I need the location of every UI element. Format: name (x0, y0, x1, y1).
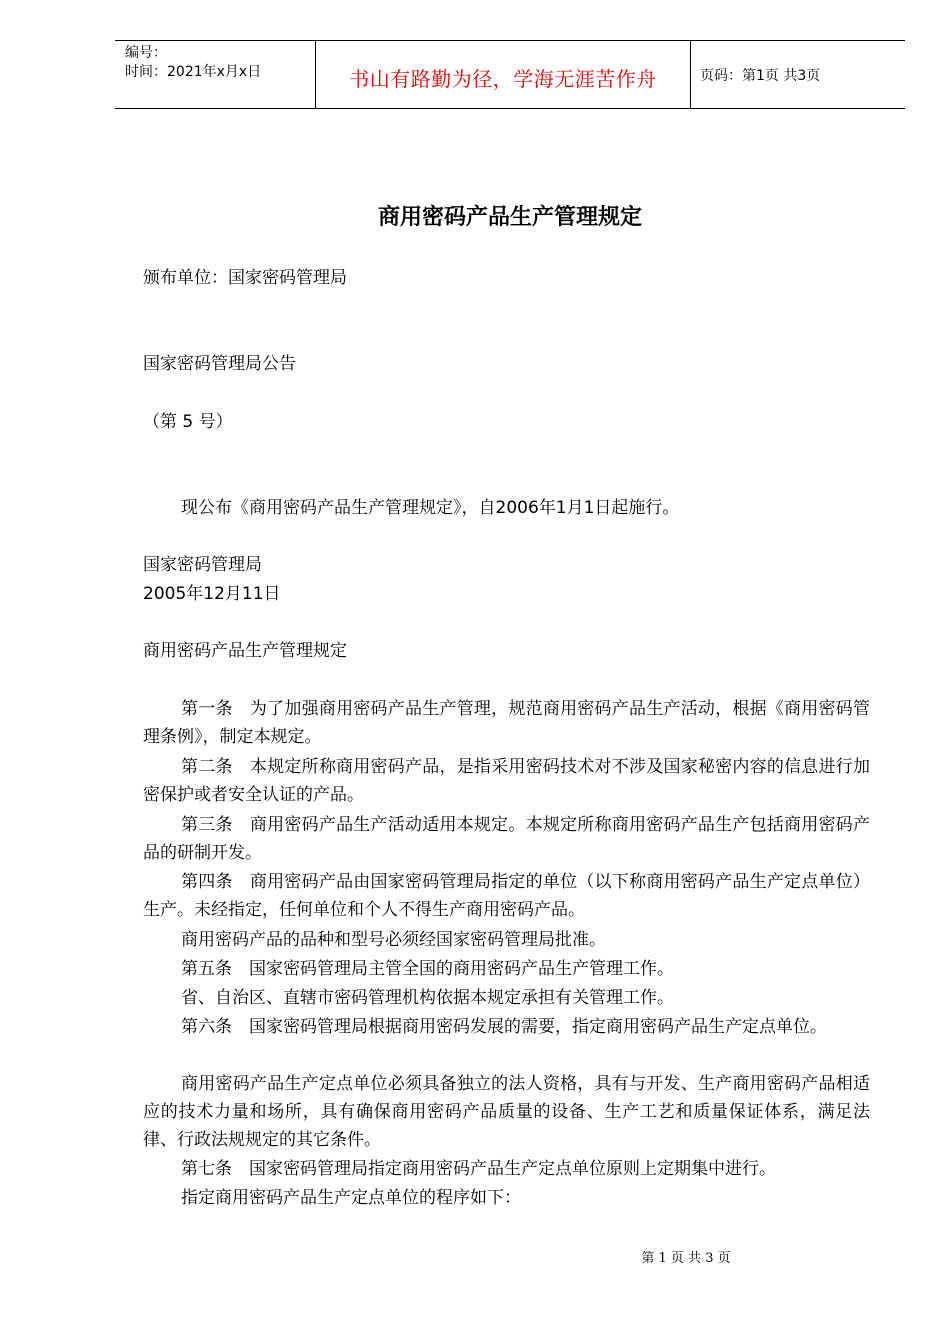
header-meta-cell (115, 41, 315, 108)
motto-text: 书山有路勤为径，学海无涯苦作舟 (349, 67, 657, 91)
paragraph-article-7: 第七条 国家密码管理局指定商用密码产品生产定点单位原则上定期集中进行。 (181, 1159, 776, 1179)
paragraph-article-5-cont: 省、自治区、直辖市密码管理机构依据本规定承担有关管理工作。 (181, 988, 674, 1008)
promulgation-text: 现公布《商用密码产品生产管理规定》，自2006年1月1日起施行。 (181, 498, 680, 518)
signer-line: 国家密码管理局 (143, 555, 262, 575)
header-motto-cell (315, 41, 691, 108)
paragraph-article-6-cont: 商用密码产品生产定点单位必须具备独立的法人资格，具有与开发、生产商用密码产品相适应的技术力量和场所，具有确保商用密码产品质量的设备、生产工艺和质量保证体系，满足法律、行政法规规定的其它条件。 (143, 1074, 870, 1150)
paragraph-article-1: 第一条 为了加强商用密码产品生产管理，规范商用密码产品生产活动，根据《商用密码管理条例》，制定本规定。 (143, 699, 870, 747)
paragraph-article-6: 第六条 国家密码管理局根据商用密码发展的需要，指定商用密码产品生产定点单位。 (181, 1017, 827, 1037)
paragraph-article-7-cont: 指定商用密码产品生产定点单位的程序如下： (181, 1188, 521, 1208)
announcement-number: （第 5 号） (143, 412, 233, 432)
paragraph-article-4-cont: 商用密码产品的品种和型号必须经国家密码管理局批准。 (181, 930, 606, 950)
issuer-line: 颁布单位：国家密码管理局 (143, 268, 347, 288)
paragraph-article-4: 第四条 商用密码产品由国家密码管理局指定的单位（以下称商用密码产品生产定点单位）生产。未经指定，任何单位和个人不得生产商用密码产品。 (143, 872, 870, 920)
page-footer: 第 1 页 共 3 页 (641, 1251, 731, 1266)
paragraph-article-2: 第二条 本规定所称商用密码产品，是指采用密码技术对不涉及国家秘密内容的信息进行加密保护或者安全认证的产品。 (143, 757, 870, 805)
document-title: 商用密码产品生产管理规定 (377, 205, 642, 230)
paragraph-article-5: 第五条 国家密码管理局主管全国的商用密码产品生产管理工作。 (181, 959, 674, 979)
regulation-subtitle: 商用密码产品生产管理规定 (143, 641, 347, 661)
header-page-cell (690, 41, 905, 108)
date-line: 2005年12月11日 (143, 584, 281, 604)
time-label: 时间：2021年x月x日 (125, 64, 262, 80)
page-header (115, 40, 905, 109)
announcement-heading: 国家密码管理局公告 (143, 354, 296, 374)
header-page-info: 页码：第1页 共3页 (700, 68, 821, 84)
paragraph-article-3: 第三条 商用密码产品生产活动适用本规定。本规定所称商用密码产品生产包括商用密码产品的研制开发。 (143, 815, 870, 863)
serial-label: 编号： (125, 45, 167, 61)
